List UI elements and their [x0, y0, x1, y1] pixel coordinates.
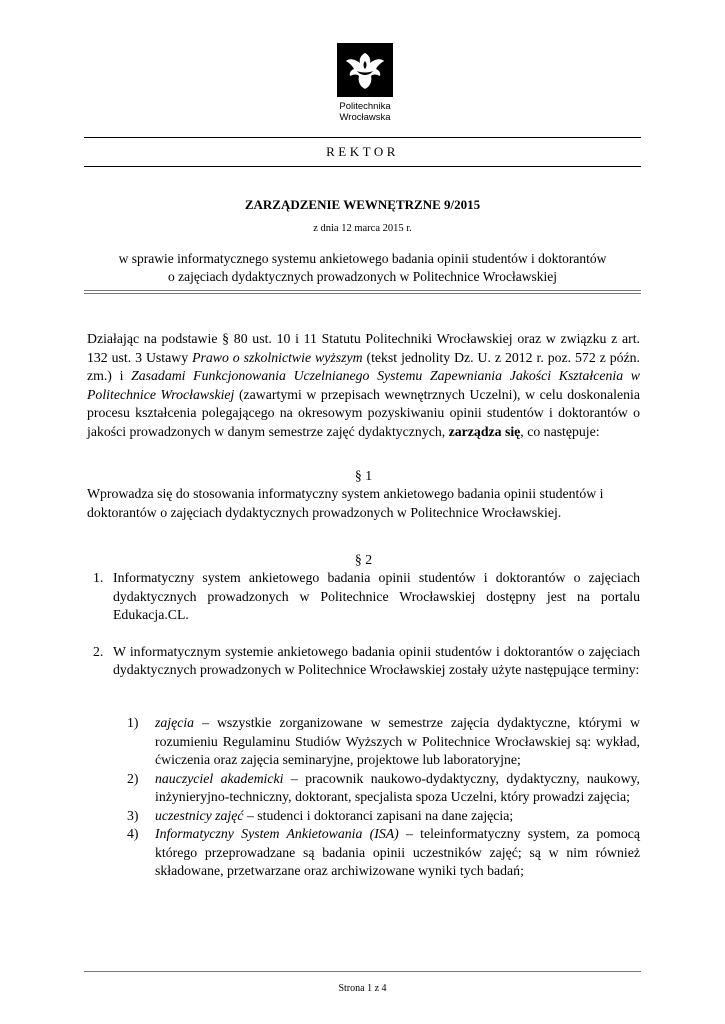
intro-text-4: , co następuje:	[520, 423, 600, 439]
term-item	[87, 807, 640, 826]
term-definition: – wszystkie zorganizowane w semestrze zajęcia dydaktyczne, którymi w rozumieniu Regulaminu Studiów Wyższych w Politechnice Wrocławskiej są: wykład, ćwiczenia oraz zajęcia seminaryjne, projektowe lub laboratoryjne;	[155, 715, 640, 767]
intro-paragraph	[87, 330, 640, 441]
section-2-mark: § 2	[354, 552, 373, 567]
list-item-number: 2.	[93, 643, 104, 659]
term-name: uczestnicy zajęć	[155, 807, 244, 823]
law-title: Prawo o szkolnictwie wyższym	[192, 349, 363, 365]
section-2-list	[87, 569, 640, 680]
subject-rule	[84, 290, 641, 291]
term-item	[87, 714, 640, 770]
term-number: 3)	[127, 807, 139, 823]
document-date: z dnia 12 marca 2015 r.	[313, 223, 412, 234]
term-item	[87, 825, 640, 881]
list-item-text: Informatyczny system ankietowego badania opinii studentów i doktorantów o zajęciach dydaktycznych prowadzonych w Politechnice Wrocławskiej dostępny jest na portalu Edukacja.CL.	[113, 570, 640, 622]
term-name: Informatyczny System Ankietowania (ISA)	[155, 826, 399, 841]
section-1-text: Wprowadza się do stosowania informatyczny system ankietowego badania opinii studentów i doktorantów o zajęciach dydaktycznych prowadzonych w Politechnice Wrocławskiej.	[87, 486, 604, 520]
intro-text-2: (tekst jednolity Dz. U. z 2012 r. poz. 572 z późn. zm.) i	[87, 349, 640, 383]
document-subject	[84, 250, 641, 286]
logo-line-2: Wrocławska	[339, 112, 391, 123]
terms-list	[87, 714, 640, 881]
logo-line-1: Politechnika	[339, 101, 391, 112]
eagle-emblem-icon	[337, 43, 393, 97]
footer-rule	[84, 971, 641, 972]
list-item	[87, 643, 640, 680]
subject-rule-2	[84, 293, 641, 294]
decree-phrase: zarządza się	[448, 423, 521, 439]
list-item	[87, 569, 640, 625]
term-definition: – teleinformatyczny system, za pomocą którego przeprowadzane są badania opinii uczestników zajęć; są w nim również składowane, przetwarzane oraz archiwizowane wyniki tych badań;	[155, 826, 640, 878]
term-number: 2)	[127, 770, 139, 786]
page-number: Strona 1 z 4	[338, 983, 387, 994]
header-rule-bottom	[84, 166, 641, 167]
list-item-text: W informatycznym systemie ankietowego badania opinii studentów i doktorantów o zajęciach dydaktycznych prowadzonych w Politechnice Wrocławskiej zostały użyte następujące terminy:	[113, 643, 640, 677]
subject-line-1: w sprawie informatycznego systemu ankietowego badania opinii studentów i doktorantów	[118, 251, 607, 266]
rules-title: Zasadami Funkcjonowania Uczelnianego Systemu Zapewniania Jakości Kształcenia w Politechnice Wrocławskiej	[87, 368, 640, 402]
university-logo	[335, 43, 395, 123]
intro-text-1: Działając na podstawie § 80 ust. 10 i 11 Statutu Politechniki Wrocławskiej oraz w związku z art. 132 ust. 3 Ustawy	[87, 331, 640, 365]
intro-text-3: (zawartymi w przepisach wewnętrznych Uczelni), w celu doskonalenia procesu kształcenia polegającego na okresowym pozyskiwaniu opinii studentów i doktorantów o jakości prowadzonych w danym semestrze zajęć dydaktycznych,	[87, 386, 640, 439]
rektor-heading: REKTOR	[326, 144, 399, 159]
subject-line-2: o zajęciach dydaktycznych prowadzonych w Politechnice Wrocławskiej	[167, 269, 558, 284]
term-definition: – pracownik naukowo-dydaktyczny, dydaktyczny, naukowy, inżynieryjno-techniczny, doktorant, specjalista spoza Uczelni, który prowadzi zajęcia;	[155, 770, 640, 804]
term-number: 1)	[127, 715, 139, 730]
term-name: nauczyciel akademicki	[155, 770, 284, 786]
document-title: ZARZĄDZENIE WEWNĘTRZNE 9/2015	[244, 197, 481, 212]
header-rule-top	[84, 137, 641, 138]
term-item	[87, 770, 640, 807]
term-definition: – studenci i doktoranci zapisani na dane zajęcia;	[243, 807, 514, 823]
list-item-number: 1.	[93, 570, 104, 585]
section-1-mark: § 1	[354, 468, 373, 483]
logo-text	[325, 101, 405, 123]
term-name: zajęcia	[155, 715, 195, 730]
term-number: 4)	[127, 826, 139, 841]
